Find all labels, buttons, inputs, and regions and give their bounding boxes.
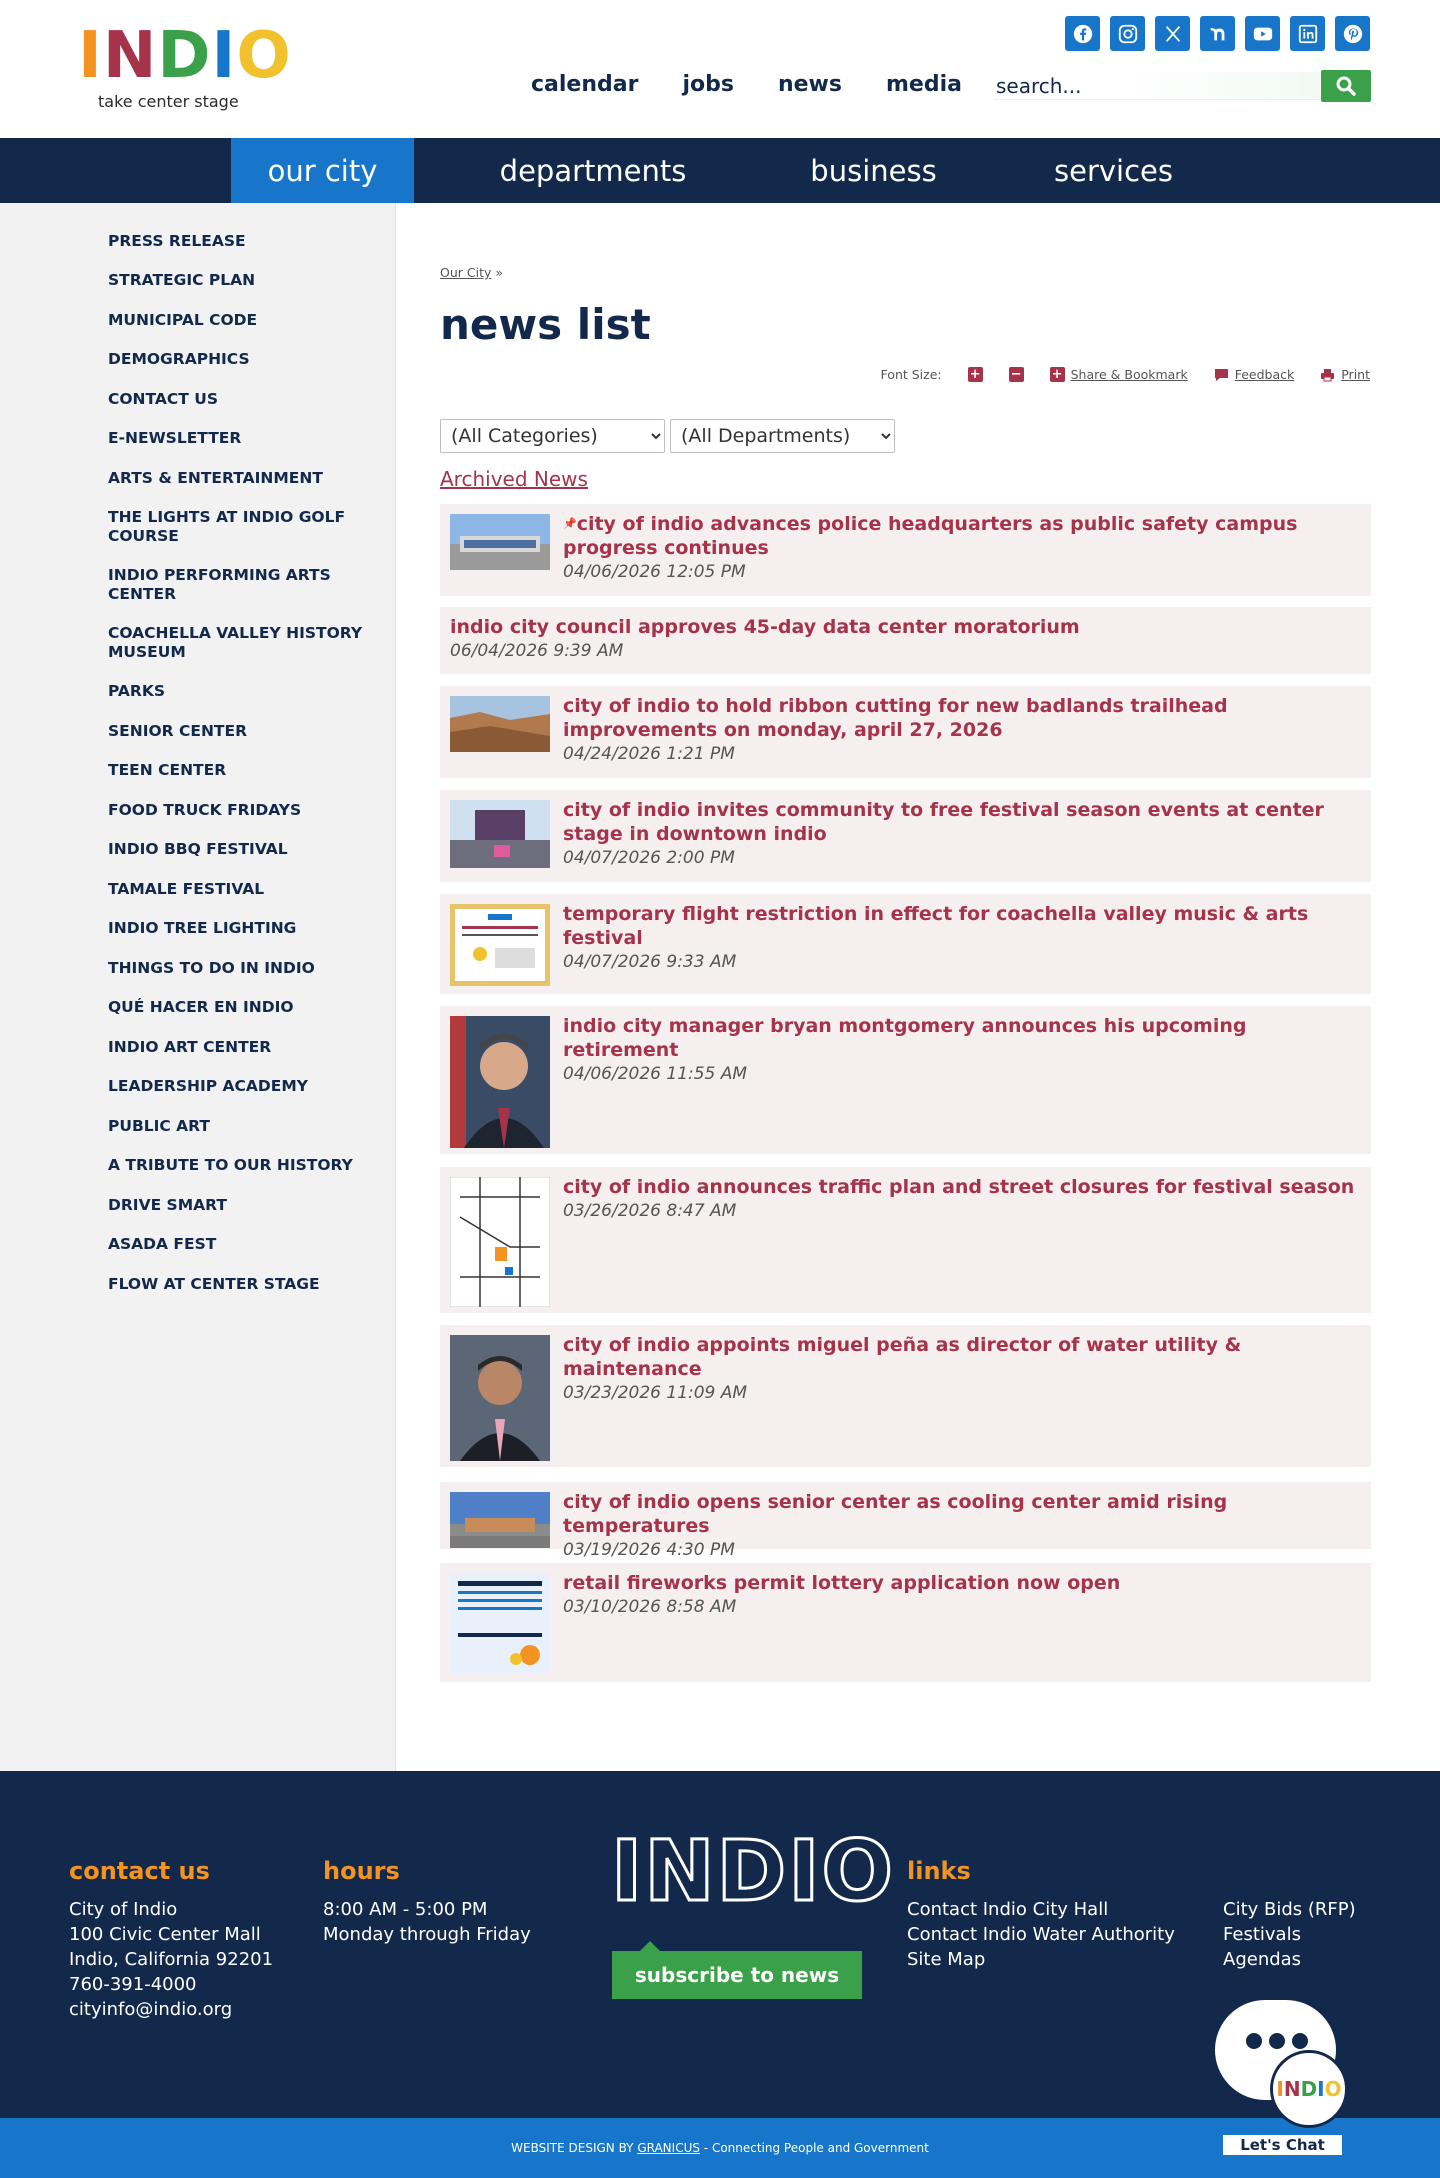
news-date: 03/10/2026 8:58 AM: [563, 1597, 737, 1617]
sidebar-item[interactable]: STRATEGIC PLAN: [108, 271, 256, 289]
logo-letter: O: [236, 19, 292, 93]
contact-email[interactable]: cityinfo@indio.org: [69, 1999, 233, 2020]
news-title-link[interactable]: [563, 1490, 1361, 1538]
news-text: [563, 1490, 1361, 1561]
news-title-link[interactable]: [563, 694, 1361, 742]
instagram-icon[interactable]: [1110, 16, 1145, 51]
sidebar-item[interactable]: PARKS: [108, 682, 166, 700]
chat-dots-icon: [1246, 2033, 1308, 2049]
logo-tagline: take center stage: [98, 92, 239, 111]
footer-link[interactable]: Contact Indio Water Authority: [907, 1924, 1175, 1945]
news-title-text: retail fireworks permit lottery application now open: [563, 1572, 1121, 1594]
sidebar-item[interactable]: FOOD TRUCK FRIDAYS: [108, 801, 302, 819]
footer-link[interactable]: Contact Indio City Hall: [907, 1899, 1109, 1920]
granicus-link[interactable]: GRANICUS: [637, 2141, 700, 2155]
news-date: 04/06/2026 11:55 AM: [563, 1064, 748, 1084]
breadcrumb-our-city[interactable]: Our City: [440, 265, 492, 280]
contact-line: Indio, California 92201: [69, 1949, 274, 1970]
logo-letter: I: [78, 19, 103, 93]
news-title-link[interactable]: [563, 1014, 1361, 1062]
logo-wordmark: [78, 19, 292, 93]
news-date: 03/26/2026 8:47 AM: [563, 1201, 737, 1221]
sidebar-item[interactable]: DRIVE SMART: [108, 1196, 227, 1214]
sidebar-item[interactable]: QUÉ HACER EN INDIO: [108, 998, 294, 1016]
footer-link[interactable]: City Bids (RFP): [1223, 1899, 1356, 1920]
sidebar-item[interactable]: A TRIBUTE TO OUR HISTORY: [108, 1156, 353, 1174]
news-text: [563, 1571, 1361, 1618]
news-date: 04/07/2026 9:33 AM: [563, 952, 737, 972]
sidebar-item[interactable]: TEEN CENTER: [108, 761, 227, 779]
news-thumbnail[interactable]: [450, 1573, 550, 1673]
hours-line: Monday through Friday: [323, 1924, 531, 1945]
department-select[interactable]: [670, 419, 895, 453]
hours-info: [323, 1897, 531, 1947]
news-title-text: indio city council approves 45-day data center moratorium: [450, 616, 1080, 638]
linkedin-icon[interactable]: [1290, 16, 1325, 51]
news-title-text: city of indio invites community to free festival season events at center stage in downtown indio: [563, 799, 1324, 845]
footer-link[interactable]: Festivals: [1223, 1924, 1301, 1945]
footer-link[interactable]: Site Map: [907, 1949, 986, 1970]
news-title-text: city of indio opens senior center as cooling center amid rising temperatures: [563, 1491, 1228, 1537]
news-title-text: city of indio advances police headquarters as public safety campus progress continues: [563, 513, 1298, 559]
news-title-link[interactable]: [563, 1333, 1361, 1381]
contact-line: 100 Civic Center Mall: [69, 1924, 261, 1945]
news-date: 03/19/2026 4:30 PM: [563, 1540, 735, 1560]
search-button[interactable]: [1321, 70, 1371, 102]
sidebar-item[interactable]: INDIO PERFORMING ARTS CENTER: [108, 566, 331, 603]
news-title-link[interactable]: [563, 798, 1361, 846]
news-thumbnail[interactable]: [450, 514, 550, 570]
nav-calendar[interactable]: calendar: [531, 72, 639, 97]
archived-news-link[interactable]: Archived News: [440, 467, 588, 491]
sidebar-item[interactable]: SENIOR CENTER: [108, 722, 248, 740]
news-item[interactable]: [440, 686, 1371, 778]
news-title-link[interactable]: [563, 1175, 1361, 1199]
news-title-text: city of indio to hold ribbon cutting for new badlands trailhead improvements on monday, april 27, 2026: [563, 695, 1228, 741]
nextdoor-icon[interactable]: [1200, 16, 1235, 51]
tab-business[interactable]: business: [810, 153, 937, 188]
news-item[interactable]: [440, 607, 1371, 674]
news-text: [450, 615, 1361, 662]
chat-widget[interactable]: [1208, 1995, 1358, 2145]
news-item[interactable]: [440, 790, 1371, 882]
links-heading: links: [907, 1857, 971, 1885]
news-text: [563, 694, 1361, 765]
news-date: 04/24/2026 1:21 PM: [563, 744, 735, 764]
news-title-text: indio city manager bryan montgomery announces his upcoming retirement: [563, 1015, 1247, 1061]
search-input[interactable]: [994, 72, 1320, 100]
main-nav: [0, 138, 1440, 203]
news-thumbnail[interactable]: [450, 800, 550, 868]
news-date: 06/04/2026 9:39 AM: [450, 641, 624, 661]
news-text: [563, 1014, 1361, 1085]
font-decrease-icon[interactable]: −: [1009, 367, 1024, 382]
chat-avatar-letter: N: [1283, 2077, 1301, 2101]
news-title-text: city of indio appoints miguel peña as director of water utility & maintenance: [563, 1334, 1242, 1380]
sidebar-item[interactable]: CONTACT US: [108, 390, 218, 408]
news-text: [563, 902, 1361, 973]
print-icon: [1320, 368, 1335, 382]
nav-news[interactable]: news: [777, 72, 842, 97]
print-link[interactable]: Print: [1341, 367, 1370, 382]
contact-heading: contact us: [69, 1857, 210, 1885]
lets-chat-button[interactable]: Let's Chat: [1221, 2133, 1344, 2157]
sidebar-item[interactable]: INDIO TREE LIGHTING: [108, 919, 297, 937]
news-date: 04/07/2026 2:00 PM: [563, 848, 735, 868]
nav-jobs[interactable]: jobs: [682, 72, 734, 97]
contact-line: City of Indio: [69, 1899, 178, 1920]
share-bookmark-link[interactable]: Share & Bookmark: [1070, 367, 1188, 382]
sidebar: [0, 203, 396, 1771]
news-thumbnail[interactable]: [450, 1335, 550, 1461]
pin-icon: 📌: [563, 517, 577, 530]
credits-suffix: - Connecting People and Government: [703, 2141, 929, 2155]
news-item[interactable]: [440, 1167, 1371, 1313]
news-thumbnail[interactable]: [450, 696, 550, 752]
sidebar-item[interactable]: MUNICIPAL CODE: [108, 311, 258, 329]
news-title-link[interactable]: [563, 512, 1361, 560]
chat-avatar-letter: D: [1300, 2077, 1318, 2101]
news-thumbnail[interactable]: [450, 1177, 550, 1307]
utility-nav: [531, 72, 962, 97]
news-item[interactable]: [440, 504, 1371, 596]
news-thumbnail[interactable]: [450, 1492, 550, 1548]
social-links: [1065, 16, 1370, 51]
hours-heading: hours: [323, 1857, 400, 1885]
sidebar-item[interactable]: LEADERSHIP ACADEMY: [108, 1077, 308, 1095]
sidebar-item[interactable]: COACHELLA VALLEY HISTORY MUSEUM: [108, 624, 363, 661]
feedback-link[interactable]: Feedback: [1234, 367, 1295, 382]
news-title-link[interactable]: [563, 1571, 1361, 1595]
news-item[interactable]: [440, 1325, 1371, 1467]
site-search: [994, 68, 1371, 104]
news-filters: [440, 419, 895, 453]
hours-line: 8:00 AM - 5:00 PM: [323, 1899, 488, 1920]
font-size-label: Font Size:: [880, 367, 942, 382]
sidebar-item[interactable]: THE LIGHTS AT INDIO GOLF COURSE: [108, 508, 346, 545]
category-select[interactable]: [440, 419, 665, 453]
feedback-icon: [1214, 368, 1229, 382]
news-date: 04/06/2026 12:05 PM: [563, 562, 746, 582]
news-item[interactable]: [440, 1563, 1371, 1682]
logo-letter: I: [211, 19, 237, 93]
facebook-icon[interactable]: [1065, 16, 1100, 51]
sidebar-item[interactable]: ARTS & ENTERTAINMENT: [108, 469, 323, 487]
chat-avatar-letter: O: [1324, 2077, 1342, 2101]
page-title: news list: [440, 300, 651, 349]
news-title-text: temporary flight restriction in effect for coachella valley music & arts festival: [563, 903, 1309, 949]
logo-letter: D: [157, 19, 212, 93]
sidebar-item[interactable]: TAMALE FESTIVAL: [108, 880, 265, 898]
search-icon: [1334, 74, 1358, 98]
chat-avatar: [1270, 2050, 1348, 2128]
tab-departments[interactable]: departments: [499, 153, 687, 188]
news-thumbnail[interactable]: [450, 1016, 550, 1148]
sidebar-item[interactable]: PUBLIC ART: [108, 1117, 210, 1135]
news-date: 03/23/2026 11:09 AM: [563, 1383, 748, 1403]
contact-phone[interactable]: 760-391-4000: [69, 1974, 197, 1995]
sidebar-item[interactable]: E-NEWSLETTER: [108, 429, 242, 447]
news-text: [563, 798, 1361, 869]
news-item[interactable]: [440, 1006, 1371, 1154]
footer-logo[interactable]: INDIO: [611, 1822, 895, 1920]
breadcrumb-separator: »: [495, 265, 504, 280]
page-tools: [881, 367, 1370, 382]
news-item[interactable]: [440, 894, 1371, 994]
footer-links-col1: [907, 1897, 1175, 1972]
pinterest-icon[interactable]: [1335, 16, 1370, 51]
footer-links-col2: [1223, 1897, 1356, 1972]
news-thumbnail[interactable]: [450, 904, 550, 986]
nav-media[interactable]: media: [885, 72, 962, 97]
site-logo[interactable]: [78, 19, 292, 111]
sidebar-item[interactable]: INDIO BBQ FESTIVAL: [108, 840, 288, 858]
sidebar-item[interactable]: PRESS RELEASE: [108, 232, 246, 250]
youtube-icon[interactable]: [1245, 16, 1280, 51]
footer-link[interactable]: Agendas: [1223, 1949, 1302, 1970]
sidebar-item[interactable]: DEMOGRAPHICS: [108, 350, 250, 368]
news-title-link[interactable]: [563, 902, 1361, 950]
sidebar-item[interactable]: ASADA FEST: [108, 1235, 217, 1253]
logo-letter: N: [102, 19, 158, 93]
tab-services[interactable]: services: [1054, 153, 1173, 188]
news-title-link[interactable]: [450, 615, 1361, 639]
x-icon[interactable]: [1155, 16, 1190, 51]
breadcrumb: [440, 265, 503, 280]
tab-our-city[interactable]: our city: [231, 138, 414, 203]
credits-prefix: WEBSITE DESIGN BY: [511, 2141, 634, 2155]
news-text: [563, 1175, 1361, 1222]
chat-avatar-letter: I: [1276, 2077, 1284, 2101]
contact-info: [69, 1897, 273, 2022]
subscribe-button[interactable]: subscribe to news: [612, 1951, 862, 1999]
site-header: [0, 0, 1440, 138]
sidebar-item[interactable]: THINGS TO DO IN INDIO: [108, 959, 315, 977]
sidebar-item[interactable]: INDIO ART CENTER: [108, 1038, 272, 1056]
sidebar-item[interactable]: FLOW AT CENTER STAGE: [108, 1275, 320, 1293]
news-item[interactable]: [440, 1482, 1371, 1560]
news-text: [563, 1333, 1361, 1404]
news-text: [563, 512, 1361, 583]
chat-avatar-letter: I: [1317, 2077, 1325, 2101]
news-title-text: city of indio announces traffic plan and street closures for festival season: [563, 1176, 1355, 1198]
font-increase-icon[interactable]: +: [968, 367, 983, 382]
share-icon: +: [1050, 367, 1065, 382]
